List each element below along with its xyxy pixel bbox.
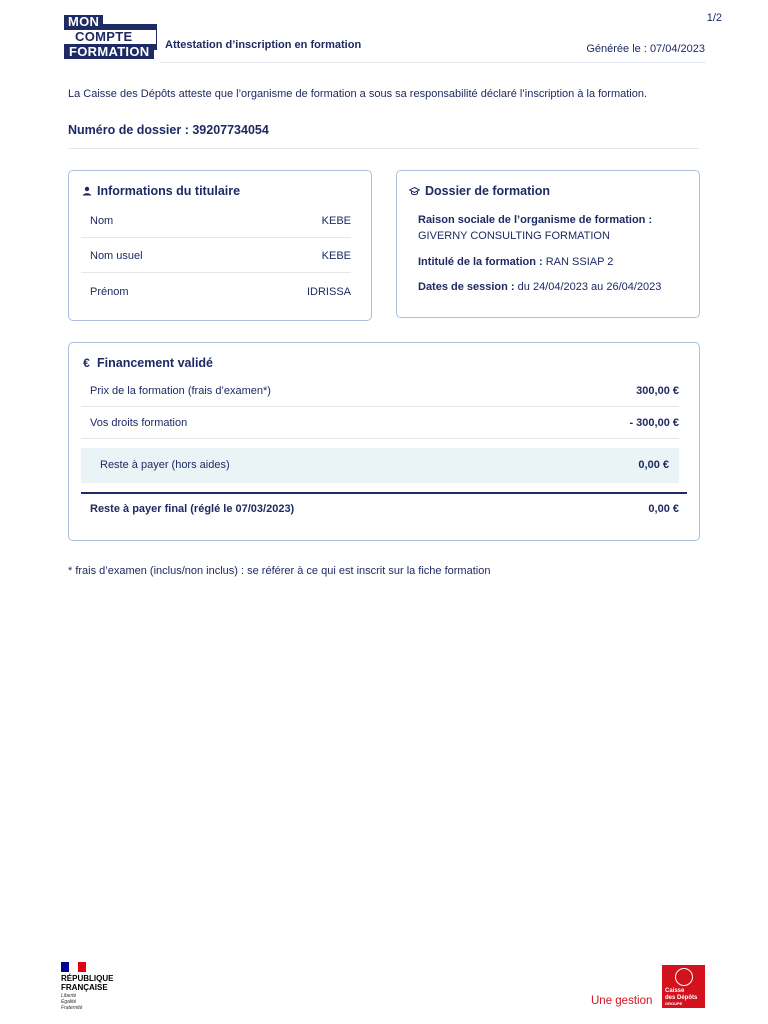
intro-text: La Caisse des Dépôts atteste que l’organisme de formation a sous sa responsabilité déclaré l’inscription à la formation. [68,88,648,100]
logo-line-1: MON [64,15,103,30]
cdc-emblem-icon [675,968,693,986]
footnote: * frais d’examen (inclus/non inclus) : se référer à ce qui est inscrit sur la fiche formation [68,565,491,577]
logo-line-3: FORMATION [64,44,154,59]
graduation-cap-icon [409,186,420,197]
dossier-divider [68,148,699,149]
titulaire-row-nom-usuel: Nom usuel KEBE [81,238,351,273]
titulaire-card [68,170,372,321]
financement-card: € Financement validé Prix de la formation (frais d’examen*) 300,00 € Vos droits formation - 300,00 € Reste à payer (hors aides) 0,00 € Reste à payer final (réglé le 07/03/2023) 0,00 € [68,342,700,541]
reste-a-payer-row: Reste à payer (hors aides) 0,00 € [81,448,679,483]
financement-card-title: € Financement validé [81,356,213,370]
document-title: Attestation d’inscription en formation [165,39,362,51]
financement-row-prix: Prix de la formation (frais d’examen*) 300,00 € [81,375,679,407]
generated-date: Générée le : 07/04/2023 [586,43,705,55]
mon-compte-formation-logo [64,15,157,59]
dossier-number: Numéro de dossier : 39207734054 [68,123,269,137]
formation-card-title: Dossier de formation [409,184,550,198]
formation-card [396,170,700,318]
formation-intitule: Intitulé de la formation : RAN SSIAP 2 [418,256,614,268]
caisse-des-depots-logo: Caisse des Dépôts GROUPE [662,965,705,1008]
logo-line-2: COMPTE [72,30,135,44]
formation-raison-sociale: Raison sociale de l’organisme de formation : GIVERNY CONSULTING FORMATION [418,214,653,242]
titulaire-row-nom: Nom KEBE [81,203,351,238]
titulaire-row-prenom: Prénom IDRISSA [90,286,351,298]
user-icon [81,186,92,197]
french-flag-icon [61,962,86,972]
final-divider [81,492,687,494]
republique-francaise-logo: RÉPUBLIQUE FRANÇAISE Liberté Égalité Fraternité [61,962,131,1012]
header-divider [160,62,706,63]
page-number: 1/2 [706,12,722,24]
financement-row-droits: Vos droits formation - 300,00 € [81,407,679,439]
formation-dates: Dates de session : du 24/04/2023 au 26/04/2023 [418,281,662,293]
une-gestion-label: Une gestion [591,995,653,1007]
titulaire-card-title: Informations du titulaire [81,184,240,198]
euro-icon: € [83,356,90,370]
